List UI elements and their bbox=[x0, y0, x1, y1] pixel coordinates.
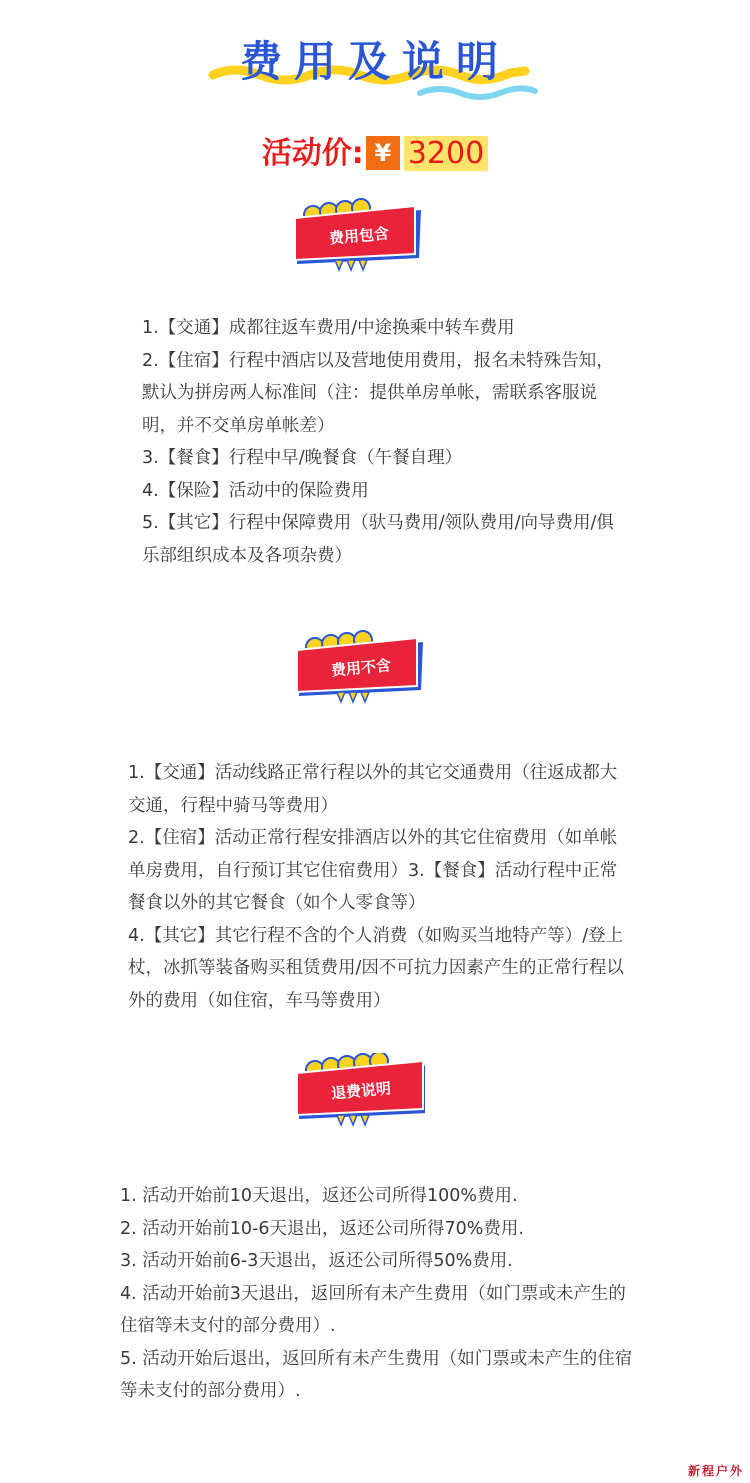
refund-policy-list bbox=[120, 1180, 635, 1408]
list-item: 2.【住宿】行程中酒店以及营地使用费用，报名未特殊告知，默认为拼房两人标准间（注：提供单房单帐，需联系客服说明，并不交单房单帐差） bbox=[142, 350, 614, 436]
price-label: 活动价: bbox=[261, 136, 364, 171]
list-item: 3.【餐食】行程中早/晚餐食（午餐自理） bbox=[142, 448, 463, 468]
list-item: 1.【交通】活动线路正常行程以外的其它交通费用（往返成都大交通，行程中骑马等费用） bbox=[128, 763, 618, 816]
badge-label: 费用包含 bbox=[328, 224, 390, 248]
list-item: 3. 活动开始前6-3天退出，返还公司所得50%费用. bbox=[120, 1251, 513, 1271]
price-amount: 3200 bbox=[404, 136, 488, 171]
page-title: 费用及说明 bbox=[239, 37, 510, 86]
badge-fee-included bbox=[293, 198, 423, 278]
activity-price bbox=[0, 128, 750, 172]
list-item: 5.【其它】行程中保障费用（驮马费用/领队费用/向导费用/俱乐部组织成本及各项杂费） bbox=[142, 513, 614, 566]
badge-fee-excluded bbox=[295, 630, 425, 710]
badge-label: 退费说明 bbox=[330, 1079, 392, 1103]
list-item: 5. 活动开始后退出，返回所有未产生费用（如门票或未产生的住宿等未支付的部分费用）. bbox=[120, 1348, 633, 1401]
fee-excluded-list bbox=[128, 757, 630, 1017]
list-item: 1.【交通】成都往返车费用/中途换乘中转车费用 bbox=[142, 318, 515, 338]
list-item: 1. 活动开始前10天退出，返还公司所得100%费用. bbox=[120, 1186, 518, 1206]
currency-symbol: ¥ bbox=[366, 136, 400, 170]
list-item: 4.【其它】其它行程不含的个人消费（如购买当地特产等）/登上杖，冰抓等装备购买租赁费用/因不可抗力因素产生的正常行程以外的费用（如住宿，车马等费用） bbox=[128, 925, 624, 1011]
list-item: 2.【住宿】活动正常行程安排酒店以外的其它住宿费用（如单帐单房费用，自行预订其它住宿费用）3.【餐食】活动行程中正常餐食以外的其它餐食（如个人零食等） bbox=[128, 828, 618, 913]
fee-included-list bbox=[142, 312, 620, 572]
brand-watermark: 新程户外 bbox=[687, 1464, 744, 1478]
list-item: 4.【保险】活动中的保险费用 bbox=[142, 480, 369, 501]
list-item: 4. 活动开始前3天退出，返回所有未产生费用（如门票或未产生的住宿等未支付的部分费用）. bbox=[120, 1283, 626, 1336]
badge-refund-policy bbox=[295, 1053, 425, 1133]
page-header bbox=[205, 15, 545, 110]
badge-label: 费用不含 bbox=[330, 656, 392, 680]
list-item: 2. 活动开始前10-6天退出，返还公司所得70%费用. bbox=[120, 1218, 524, 1239]
